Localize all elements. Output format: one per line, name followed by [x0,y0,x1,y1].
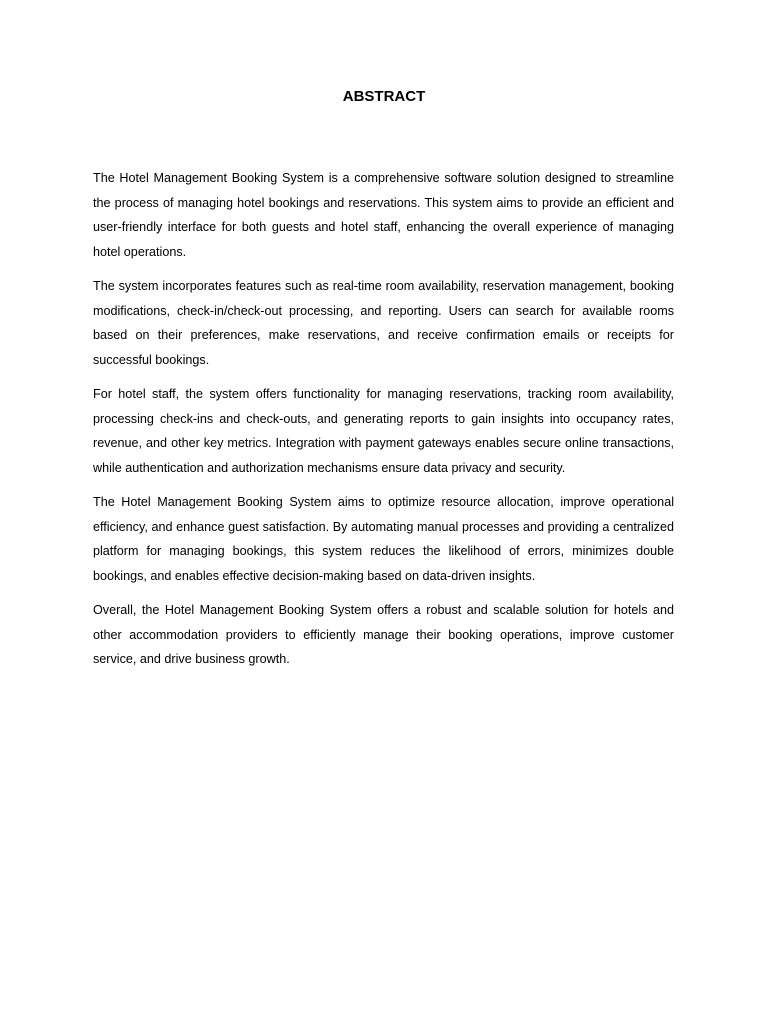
abstract-paragraph-2: The system incorporates features such as real-time room availability, reservation management, booking modifications, check-in/check-out processing, and reporting. Users can search for available rooms based on their preferences, make reservations, and receive confirmation emails or receipts for successful bookings. [93,279,674,367]
abstract-paragraph-5: Overall, the Hotel Management Booking System offers a robust and scalable solution for hotels and other accommodation providers to efficiently manage their booking operations, improve customer service, and drive business growth. [93,603,674,666]
abstract-paragraph-4: The Hotel Management Booking System aims to optimize resource allocation, improve operational efficiency, and enhance guest satisfaction. By automating manual processes and providing a centralized platform for managing bookings, this system reduces the likelihood of errors, minimizes double bookings, and enables effective decision-making based on data-driven insights. [93,495,674,583]
abstract-paragraph-3: For hotel staff, the system offers functionality for managing reservations, tracking room availability, processing check-ins and check-outs, and generating reports to gain insights into occupancy rates, revenue, and other key metrics. Integration with payment gateways enables secure online transactions, while authentication and authorization mechanisms ensure data privacy and security. [93,387,674,475]
abstract-body [93,166,674,682]
abstract-paragraph-1: The Hotel Management Booking System is a comprehensive software solution designed to streamline the process of managing hotel bookings and reservations. This system aims to provide an efficient and user-friendly interface for both guests and hotel staff, enhancing the overall experience of managing hotel operations. [93,171,674,259]
abstract-title: ABSTRACT [342,88,426,105]
